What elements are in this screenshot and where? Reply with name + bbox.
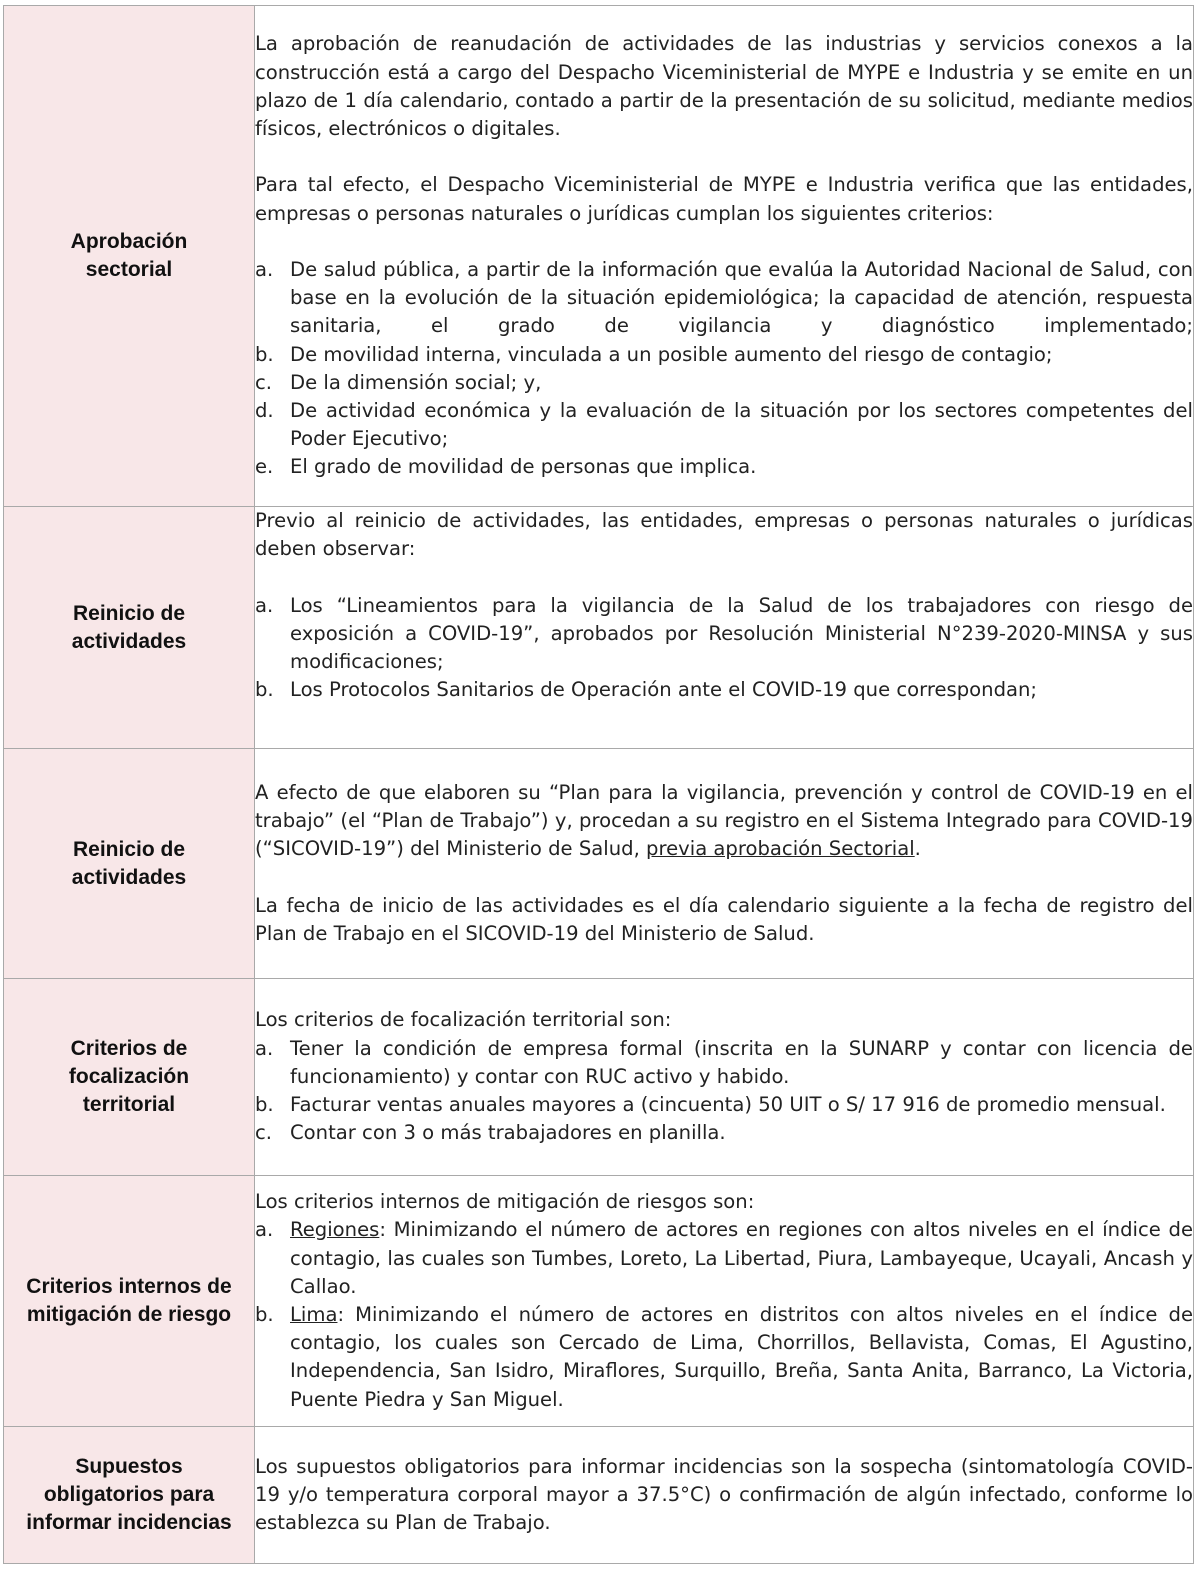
table-row (4, 1427, 1194, 1564)
list-item-body: : Minimizando el número de actores en regiones con altos niveles en el índice de contagio, las cuales son Tumbes, Loreto, La Libertad, Piura, Lambayeque, Ucayali, Ancash y Callao. (290, 1218, 1193, 1298)
list-marker: a. (255, 1218, 274, 1242)
list-marker: a. (255, 1036, 274, 1060)
row-label: Reinicio de actividades (71, 601, 187, 653)
list-item-text (290, 1301, 1193, 1414)
paragraph: Los criterios internos de mitigación de riesgos son: (255, 1190, 755, 1214)
table-row (4, 749, 1194, 979)
list-item-text: Facturar ventas anuales mayores a (cincuenta) 50 UIT o S/ 17 916 de promedio mensual. (290, 1093, 1166, 1117)
list-item-text (290, 1216, 1193, 1301)
list-marker: b. (255, 1093, 274, 1117)
criteria-list (255, 256, 1193, 482)
list-item-term: Lima (290, 1303, 338, 1326)
list-item (255, 1119, 1193, 1147)
row-label-cell (4, 979, 255, 1176)
list-item-text: Tener la condición de empresa formal (inscrita en la SUNARP y contar con licencia de funcionamiento) y contar con RUC activo y habido. (290, 1036, 1193, 1088)
row-label-cell (4, 6, 255, 507)
row-label-cell (4, 1427, 255, 1564)
paragraph: Los criterios de focalización territorial son: (255, 1008, 672, 1032)
paragraph-text: A efecto de que elaboren su “Plan para la vigilancia, prevención y control de COVID-19 en el trabajo” (el “Plan de Trabajo”) y, procedan a su registro en el Sistema Integrado para COVID-19 (“SICOVID-19”) del Ministerio de Salud, (255, 780, 1193, 861)
list-marker: d. (255, 399, 274, 422)
row-content-cell (255, 507, 1194, 749)
protocol-table (3, 5, 1194, 1564)
list-item (255, 1035, 1193, 1091)
underlined-text: previa aprobación Sectorial (646, 837, 915, 861)
list-item-text: Los “Lineamientos para la vigilancia de la Salud de los trabajadores con riesgo de exposición a COVID-19”, aprobados por Resolución Ministerial N°239-2020-MINSA y sus modificaciones; (290, 593, 1193, 673)
table-row (4, 979, 1194, 1176)
list-item (255, 397, 1193, 453)
row-label-cell (4, 749, 255, 979)
row-content-cell (255, 1176, 1194, 1427)
list-item (255, 592, 1193, 677)
list-marker: b. (255, 1303, 274, 1326)
list-item-term: Regiones (290, 1218, 380, 1242)
list-marker: b. (255, 342, 274, 366)
row-label: Criterios de focalización territorial (68, 1037, 190, 1116)
row-label: Supuestos obligatorios para informar incidencias (26, 1455, 232, 1534)
paragraph-end: . (914, 837, 921, 861)
row-content-cell (255, 6, 1194, 507)
list-item (255, 1216, 1193, 1301)
list-marker: c. (255, 1121, 273, 1145)
list-marker: c. (255, 370, 273, 394)
row-label-cell (4, 1176, 255, 1427)
list-item (255, 453, 1193, 481)
list-item-text: Los Protocolos Sanitarios de Operación ante el COVID-19 que correspondan; (290, 678, 1038, 702)
list-item (255, 1091, 1193, 1119)
paragraph: Para tal efecto, el Despacho Viceministerial de MYPE e Industria verifica que las entidades, empresas o personas naturales o jurídicas cumplan los siguientes criterios: (255, 173, 1193, 225)
criteria-list (255, 592, 1193, 705)
row-content-cell (255, 749, 1194, 979)
list-marker: a. (255, 593, 274, 617)
list-item (255, 1301, 1193, 1414)
list-marker: e. (255, 455, 274, 479)
row-label: Aprobación sectorial (70, 230, 188, 281)
list-item (255, 676, 1193, 704)
paragraph: Los supuestos obligatorios para informar incidencias son la sospecha (sintomatología COVID-19 y/o temperatura corporal mayor a 37.5°C) o confirmación de algún infectado, conforme lo establezca su Plan de Trabajo. (255, 1454, 1193, 1535)
list-item-text: De actividad económica y la evaluación de la situación por los sectores competentes del Poder Ejecutivo; (290, 399, 1193, 451)
row-content-cell (255, 979, 1194, 1176)
list-item-text: El grado de movilidad de personas que implica. (290, 455, 757, 479)
table-row (4, 1176, 1194, 1427)
row-content-cell (255, 1427, 1194, 1564)
list-item-text: De movilidad interna, vinculada a un posible aumento del riesgo de contagio; (290, 342, 1053, 366)
paragraph: La aprobación de reanudación de actividades de las industrias y servicios conexos a la construcción está a cargo del Despacho Viceministerial de MYPE e Industria y se emite en un plazo de 1 día calendario, contado a partir de la presentación de su solicitud, mediante medios físicos, electrónicos o digitales. (255, 32, 1193, 140)
list-item-body: : Minimizando el número de actores en distritos con altos niveles en el índice de contagio, los cuales son Cercado de Lima, Chorrillos, Bellavista, Comas, El Agustino, Independencia, San Isidro, Miraflores, Surquillo, Breña, Santa Anita, Barranco, La Victoria, Puente Piedra y San Miguel. (290, 1303, 1193, 1411)
list-item (255, 369, 1193, 397)
list-marker: a. (255, 257, 274, 281)
list-item (255, 341, 1193, 369)
table-row (4, 507, 1194, 749)
criteria-list (255, 1035, 1193, 1148)
paragraph: La fecha de inicio de las actividades es el día calendario siguiente a la fecha de registro del Plan de Trabajo en el SICOVID-19 del Ministerio de Salud. (255, 893, 1193, 945)
list-item (255, 256, 1193, 341)
list-marker: b. (255, 678, 274, 702)
row-label: Criterios internos de mitigación de riesgo (26, 1275, 232, 1326)
row-label-cell (4, 507, 255, 749)
paragraph (255, 779, 1193, 864)
list-item-text: Contar con 3 o más trabajadores en planilla. (290, 1121, 726, 1145)
criteria-list (255, 1216, 1193, 1413)
paragraph: Previo al reinicio de actividades, las entidades, empresas o personas naturales o jurídicas deben observar: (255, 509, 1193, 561)
list-item-text: De salud pública, a partir de la información que evalúa la Autoridad Nacional de Salud, con base en la evolución de la situación epidemiológica; la capacidad de atención, respuesta sanitaria, el grado de vigilancia y diagnóstico implementado; (290, 257, 1193, 338)
table-row (4, 6, 1194, 507)
row-label: Reinicio de actividades (71, 837, 187, 889)
list-item-text: De la dimensión social; y, (290, 370, 542, 394)
